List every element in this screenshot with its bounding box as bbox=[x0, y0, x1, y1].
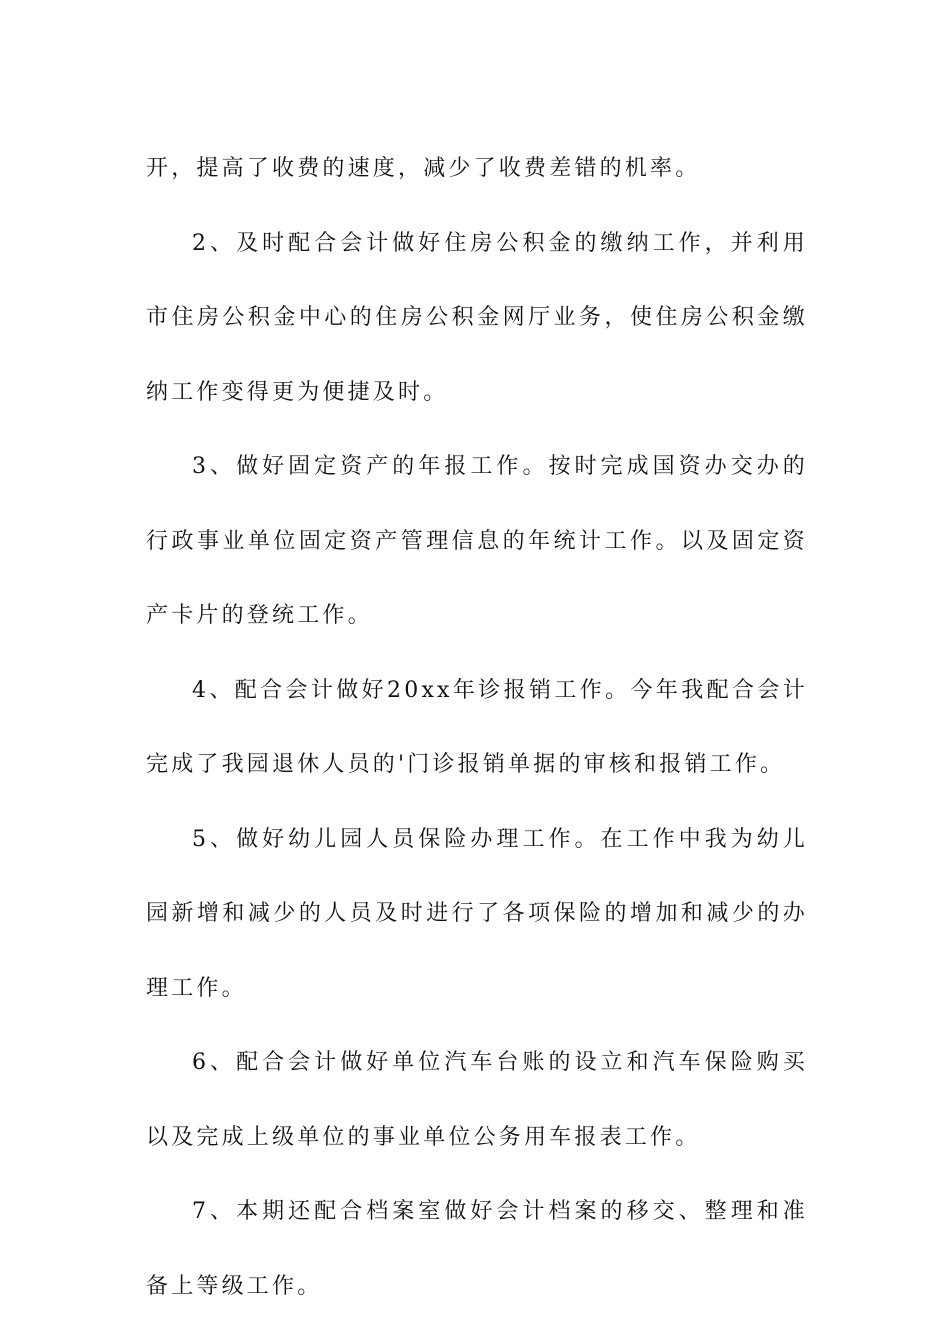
paragraph-item-6: 6、配合会计做好单位汽车台账的设立和汽车保险购买以及完成上级单位的事业单位公务用车报表工作。 bbox=[146, 1050, 808, 1150]
paragraph-item-4: 4、配合会计做好20xx年诊报销工作。今年我配合会计完成了我园退休人员的'门诊报销单据的审核和报销工作。 bbox=[146, 677, 808, 777]
paragraph-continuation: 开，提高了收费的速度，减少了收费差错的机率。 bbox=[146, 156, 701, 181]
paragraph-item-7: 7、本期还配合档案室做好会计档案的移交、整理和准备上等级工作。 bbox=[146, 1199, 808, 1299]
paragraph-item-2: 2、及时配合会计做好住房公积金的缴纳工作，并利用市住房公积金中心的住房公积金网厅业务，使住房公积金缴纳工作变得更为便捷及时。 bbox=[146, 230, 808, 405]
paragraph-item-3: 3、做好固定资产的年报工作。按时完成国资办交办的行政事业单位固定资产管理信息的年统计工作。以及固定资产卡片的登统工作。 bbox=[146, 454, 808, 628]
document-body bbox=[146, 132, 808, 1324]
paragraph-item-5: 5、做好幼儿园人员保险办理工作。在工作中我为幼儿园新增和减少的人员及时进行了各项保险的增加和减少的办理工作。 bbox=[146, 826, 808, 1001]
